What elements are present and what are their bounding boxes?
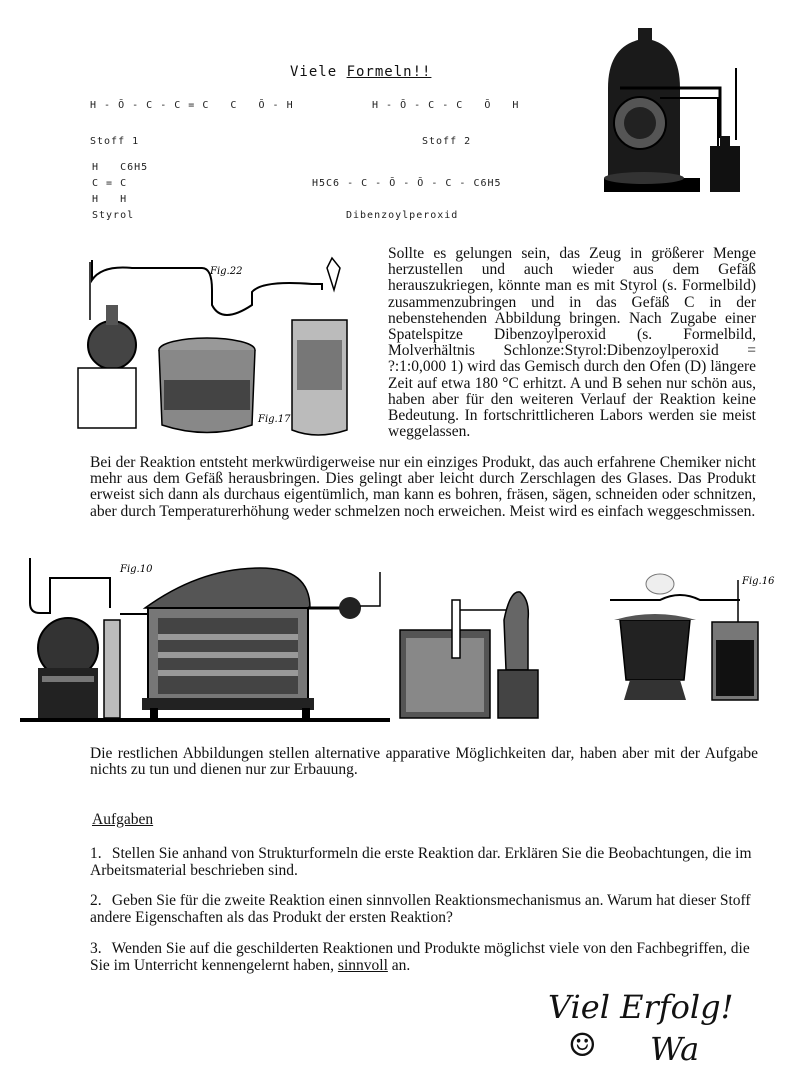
tasks-heading: Aufgaben <box>92 811 154 828</box>
paragraph-apparatus: Sollte es gelungen sein, das Zeug in größerer Menge herzustellen und auch wieder aus dem Gefäß herauszukriegen, könnte man es mit Styrol (s. Formelbild) zusammenzubringen und in das Gefäß C in der nebenstehenden Abbildung bringen. Nach Zugabe einer Spatelspitze Dibenzoylperoxid (s. Formelbild, Molverhältnis Schlonze:Styrol:Dibenzoylperoxid = ?:1:0,000 1) wird das Gemisch durch den Ofen (D) längere Zeit auf etwa 180 °C erhitzt. A und B sehen nur schön aus, haben aber für den weiteren Verlauf der Reaktion keine Bedeutung. In fortschrittlicheren Labors werden sie meist weggelassen. <box>388 245 756 441</box>
apparatus-illustration-middle <box>398 580 558 720</box>
apparatus-illustration-fig10 <box>20 548 390 723</box>
task-2-number: 2. <box>90 892 102 909</box>
signature-initials: Wa <box>650 1030 700 1068</box>
formula-styrol-row3: H H <box>92 194 128 205</box>
formula-dibenzoyl-label: Dibenzoylperoxid <box>346 210 459 221</box>
task-3 <box>90 940 760 974</box>
fig17-label: Fig.17 <box>258 414 291 425</box>
formula-stoff1: H - Ō - C - C = C C Ō - H <box>90 100 294 111</box>
apparatus-illustration-fig16 <box>600 560 775 710</box>
apparatus-illustration-topright <box>600 28 750 198</box>
paragraph-other-figures: Die restlichen Abbildungen stellen alternative apparative Möglichkeiten dar, haben aber mit der Aufgabe nichts zu tun und dienen nur zur Erbauung. <box>90 745 758 779</box>
task-3-number: 3. <box>90 940 102 957</box>
task-1 <box>90 845 760 879</box>
formula-stoff1-label: Stoff 1 <box>90 136 140 147</box>
fig16-label: Fig.16 <box>742 576 775 587</box>
fig22-label: Fig.22 <box>210 266 243 277</box>
title-prefix: Viele <box>290 64 347 80</box>
task-1-text: Stellen Sie anhand von Strukturformeln die erste Reaktion dar. Erklären Sie die Beobachtungen, die im Arbeitsmaterial beschrieben sind. <box>90 845 752 879</box>
task-2 <box>90 892 760 926</box>
formula-dibenzoyl: H5C6 - C - Ō - Ō - C - C6H5 <box>312 178 502 189</box>
smiley-icon: ☺ <box>568 1026 597 1064</box>
paragraph-reaction: Bei der Reaktion entsteht merkwürdigerweise nur ein einziges Produkt, das auch erfahrene Chemiker nicht mehr aus dem Gefäß herausbringen. Dies gelingt aber leicht durch Zerschlagen des Glases. Das Produkt erweist sich dann als durchaus eigentümlich, man kann es bohren, fräsen, sägen, schneiden oder schnitzen, aber durch Temperaturerhöhung weder schmelzen noch erweichen. Meist wird es einfach weggeschmissen. <box>90 454 756 520</box>
title-underlined: Formeln!! <box>346 64 432 80</box>
page-title <box>290 64 431 80</box>
task-3-text-after: an. <box>387 957 411 974</box>
apparatus-illustration-fig22 <box>72 250 372 450</box>
formula-stoff2: H - Ō - C - C Ō H <box>372 100 520 111</box>
task-1-number: 1. <box>90 845 102 862</box>
signature-greeting: Viel Erfolg! <box>548 988 734 1026</box>
fig10-label: Fig.10 <box>120 564 153 575</box>
task-3-text-underlined: sinnvoll <box>337 957 388 974</box>
task-2-text: Geben Sie für die zweite Reaktion einen sinnvollen Reaktionsmechanismus an. Warum hat dieser Stoff andere Eigenschaften als das Produkt der ersten Reaktion? <box>90 892 751 926</box>
formula-stoff2-label: Stoff 2 <box>422 136 472 147</box>
formula-styrol-label: Styrol <box>92 210 135 221</box>
task-3-text-before: Wenden Sie auf die geschilderten Reaktionen und Produkte möglichst viele von den Fachbegriffen, die Sie im Unterricht kennengelernt haben, <box>90 940 750 974</box>
formula-styrol-row2: C = C <box>92 178 128 189</box>
formula-styrol-row1: H C6H5 <box>92 162 149 173</box>
